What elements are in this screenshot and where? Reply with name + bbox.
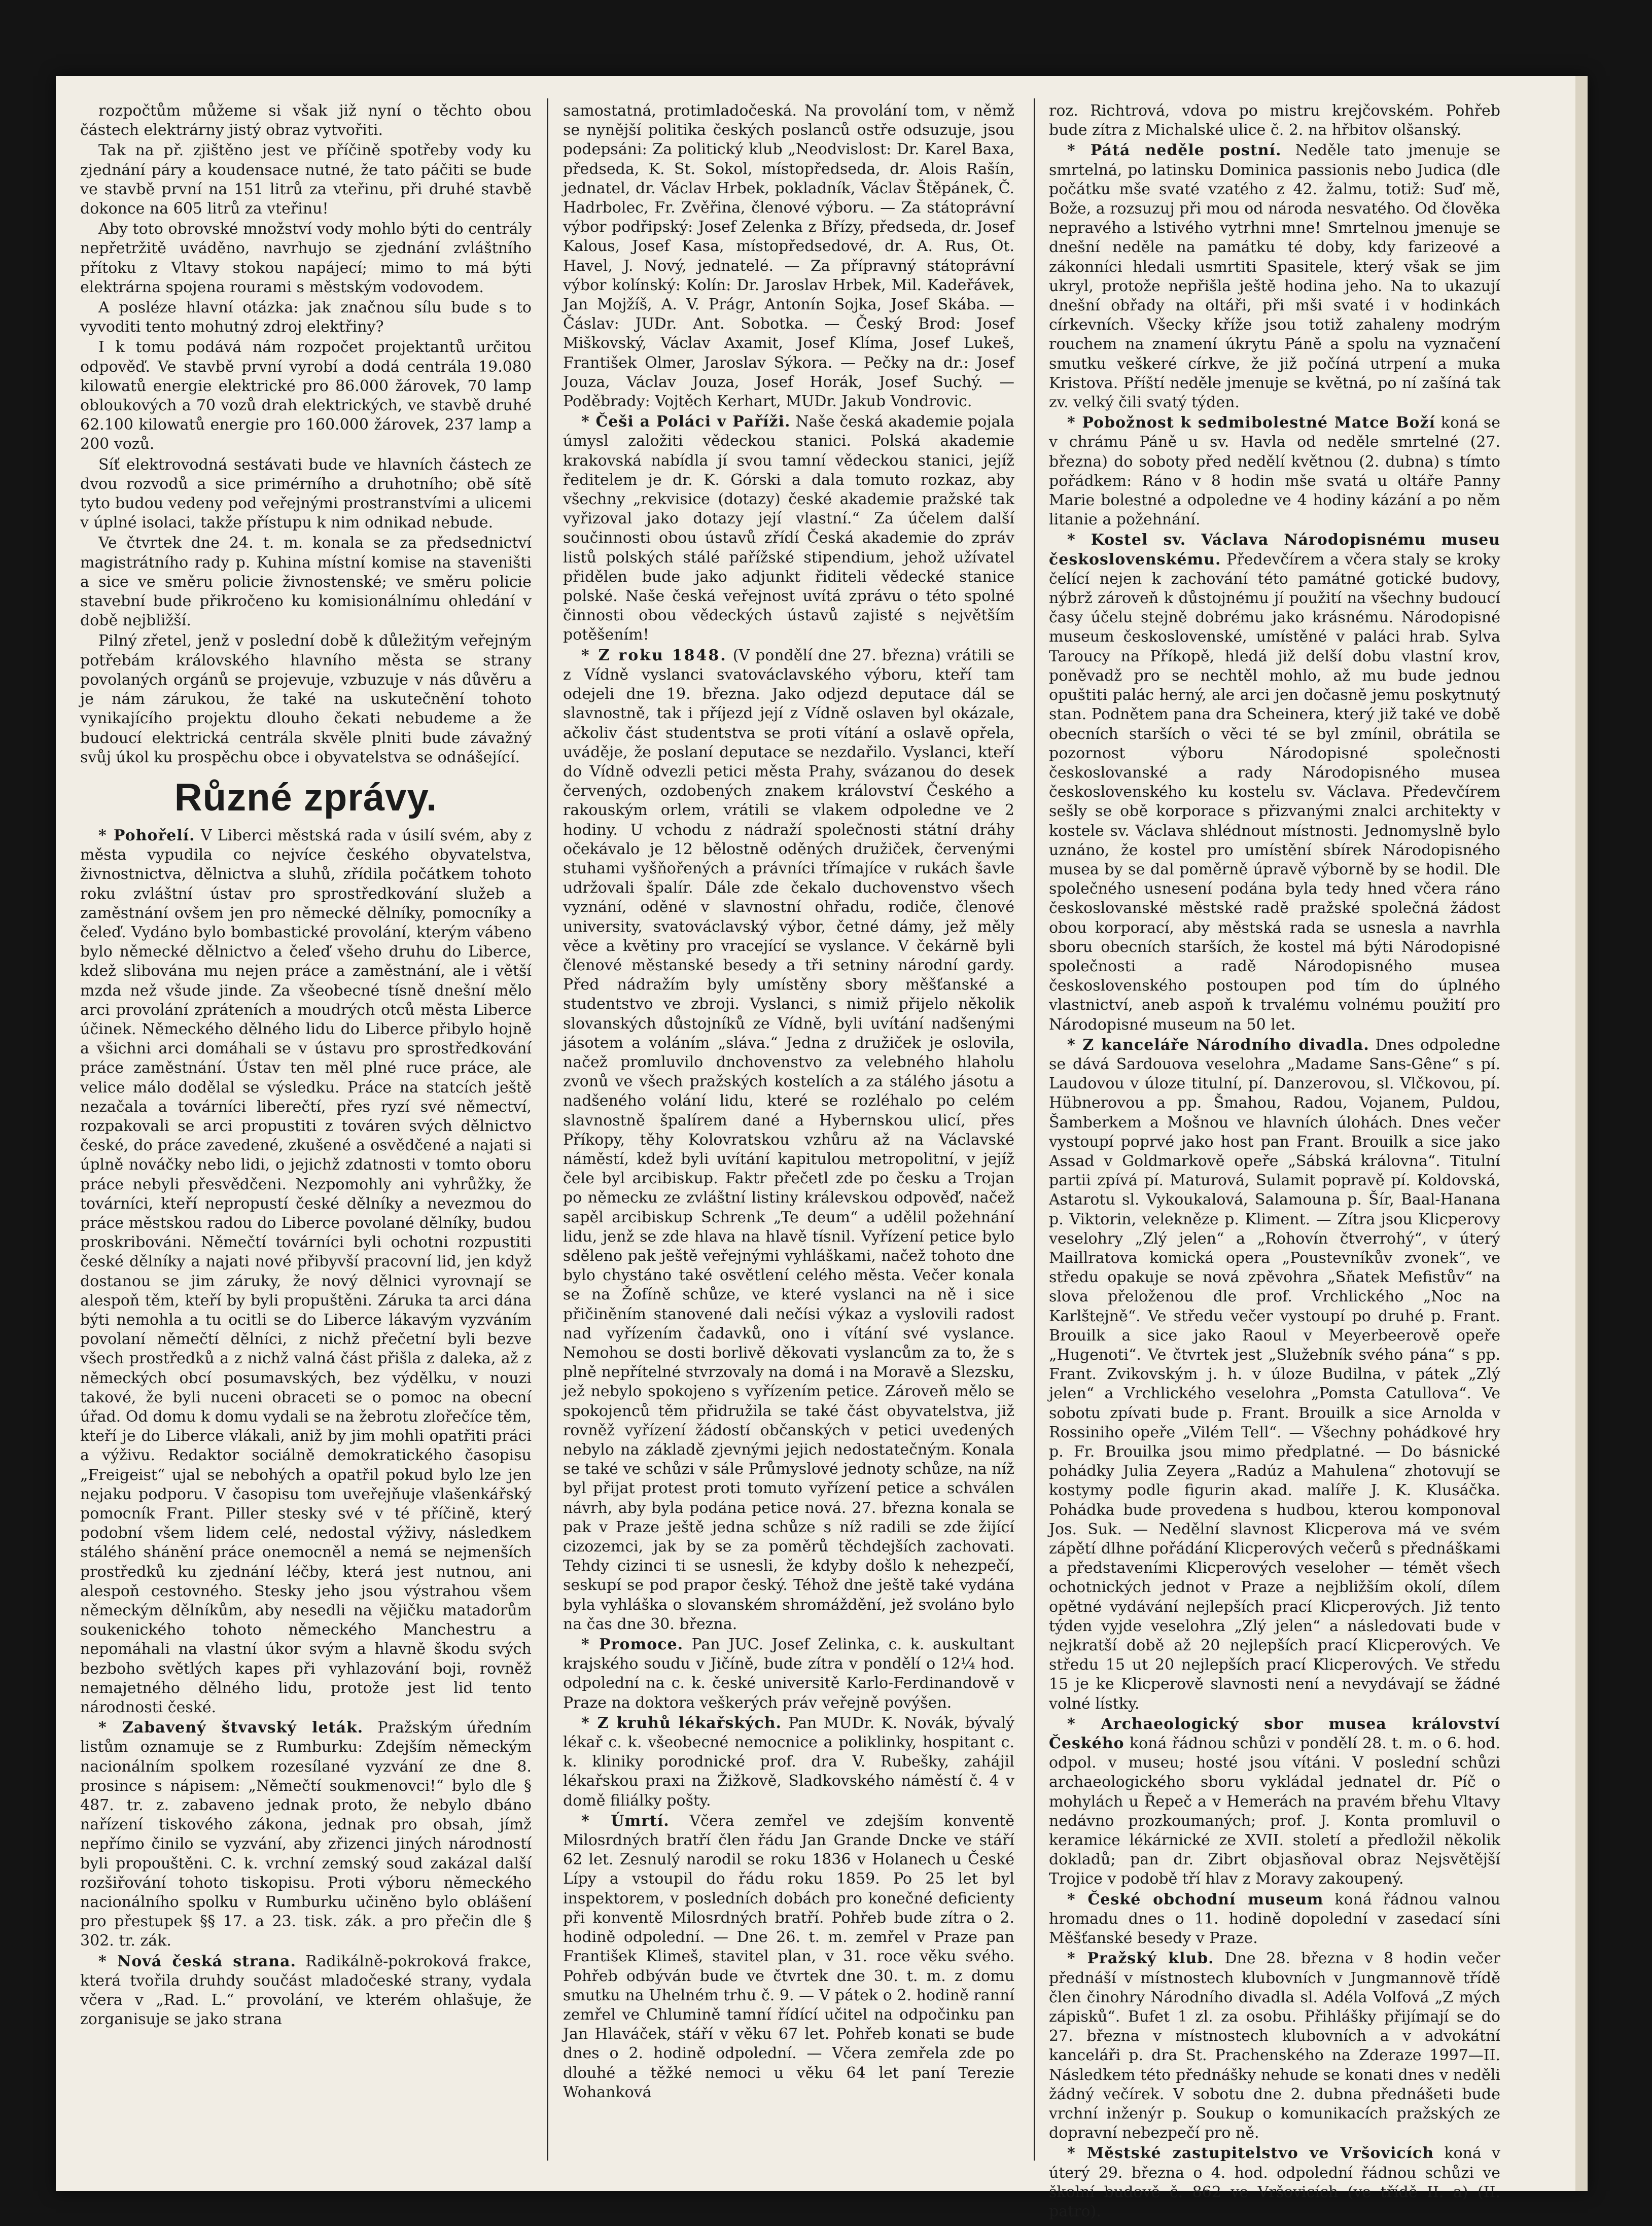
newspaper-page xyxy=(56,76,1588,2220)
news-body: Neděle tato jmenuje se smrtelná, po latinsku Dominica passionis nebo Judica (dle počátku mše svaté vzatého z 42. žalmu, totiž: Suď mě, Bože, a rozsuzuj při mou od národa nesvatého. Od člověka nepravého a lstivého vytrhni mne! Smrtelnou jmenuje se dnešní neděle na památku té doby, kdy farizeové a zákonníci hledali usmrtiti Spasitele, který však se jim ukryl, protože nepřišla ještě hodina jeho. Na to ukazují dnešní obřady na oltáři, při mši svaté i v hodinkách církevních. Všecky kříže jsou totiž zahaleny modrým rouchem na znamení úkrytu Páně a spolu na vyznačení smutku veškeré církve, že již počíná utrpení a muka Kristova. Příští neděle jmenuje se květná, po ní zašíná tak zv. velký čili svatý týden. xyxy=(1049,142,1501,412)
news-body: Pražským úředním listům oznamuje se z Rumburku: Zdejším německým nacionálním spolkem rozesílané vyzvání ze dne 8. prosince s nápisem: „Němečtí soukmenovci!“ bylo dle § 487. tr. z. zabaveno jednak proto, že nebylo dbáno nařízení tiskového zákona, jednak pro obsah, jímž nepřímo činilo se vyzvání, aby zřizenci jiných národností byli propouštěni. C. k. vrchní zemský soud zakázal další rozšiřování tohoto tiskopisu. Proti výboru německého nacionálního spolku v Rumburku učiněno bylo oblášení pro přestupek §§ 17. a 23. tisk. zák. a pro přečin dle § 302. tr. zák. xyxy=(80,1719,532,1950)
news-body: Naše česká akademie pojala úmysl založiti vědeckou stanici. Polská akademie krakovská nabídla jí svou tamní vědeckou stanici, jejíž ředitelem je dr. K. Górski a dala tomuto rozkaz, aby všechny „rekvisice (dotazy) české akademie pražské tak vyřizoval jako dotazy její vlastní.“ Za účelem další součinnosti obou ústavů zřídí Česká akademie do zpráv listů polských stálé pařížské stipendium, jehož užívatel přidělen bude jako adjunkt řiditeli vědecké stanice polské. Naše česká veřejnost uvítá zprávu o této spolné činnosti obou vědeckých ústavů zajisté s největším potěšením! xyxy=(563,413,1015,644)
news-item xyxy=(80,1952,532,2030)
news-headline: * Zabavený štvavský leták. xyxy=(98,1719,364,1737)
news-headline: * Pražský klub. xyxy=(1067,1950,1214,1968)
news-item xyxy=(1049,413,1500,529)
news-headline: * Promoce. xyxy=(581,1636,684,1654)
news-headline: * Pobožnost k sedmibolestné Matce Boží xyxy=(1067,414,1435,432)
news-item xyxy=(1049,141,1500,412)
news-body: Pan JUC. Josef Zelinka, c. k. auskultant krajského soudu v Jičíně, bude zítra v pondělí o 12¼ hod. odpolední na c. k. české universitě Karlo-Ferdinandově v Praze na doktora veškerých práv veřejně povýšen. xyxy=(563,1636,1014,1712)
news-item xyxy=(563,646,1014,1634)
news-body: Včera zemřel ve zdejším konventě Milosrdných bratří člen řádu Jan Grande Dncke ve stáří 62 let. Zesnulý narodil se roku 1836 v Holanech u České Lípy a vstoupil do řádu roku 1859. Po 25 let byl inspektorem, v posledních dobách pro konečné deficienty při konventě Milosrdných bratří. Pohřeb bude zítra o 2. hodině odpolední. — Dne 26. t. m. zemřel v Praze pan František Klimeš, stavitel plan, v 31. roce věku svého. Pohřeb odbýván bude ve čtvrtek dne 30. t. m. z domu smutku na Uhelném trhu č. 9. — V pátek o 2. hodině ranní zemřel ve Chlumině tamní řídící učitel na odpočinku pan Jan Hlaváček, stáří v věku 67 let. Pohřeb konati se bude dnes o 2. hodině odpolední. — Včera zemřela zde po dlouhé a těžké nemoci u věku 64 let paní Terezie Wohanková xyxy=(563,1812,1015,2101)
column-3 xyxy=(1049,101,1501,2220)
news-item xyxy=(563,412,1014,645)
column-2 xyxy=(563,101,1014,2161)
article-paragraph: Tak na př. zjištěno jest ve příčině spotřeby vody ku zjednání páry a koudensace nutné, že tato páčiti se bude ve stavbě první na 151 litrů za vteřinu, při druhé stavbě dokonce na 605 litrů za vteřinu! xyxy=(80,142,532,218)
article-paragraph: Aby toto obrovské množství vody mohlo býti do centrály nepřetržitě uváděno, navrhujo se zjednání zvláštního přítoku z Vltavy stokou napájecí; mimo to má býti elektrárna spojena rourami s městským vodovodem. xyxy=(80,220,532,296)
news-headline: * Archaeologický sbor musea království Českého xyxy=(1049,1715,1500,1753)
news-headline: * Pátá neděle postní. xyxy=(1067,142,1282,160)
article-paragraph: samostatná, protimladočeská. Na provolání tom, v němž se nynější politika českých poslanců ostře odsuzuje, jsou podepsáni: Za politický klub „Neodvislost: Dr. Karel Baxa, předseda, K. St. Sokol, místopředseda, dr. Alois Rašín, jednatel, dr. Václav Hrbek, pokladník, Václav Štěpánek, Č. Hadrbolec, Fr. Zvěřina, členové výboru. — Za státoprávní výbor podřipský: Josef Zelenka z Břízy, předseda, dr. Josef Kalous, Josef Kasa, místopředsedové, dr. A. Rus, Ot. Havel, J. Nový, jednatelé. — Za přípravný státoprávní výbor kolínský: Kolín: Dr. Jaroslav Hrbek, Mil. Kadeřávek, Jan Mojžíš, A. V. Prágr, Antonín Sojka, Josef Skába. — Čáslav: JUDr. Ant. Sobotka. — Český Brod: Josef Miškovský, Václav Axamit, Josef Klíma, Josef Lukeš, František Olmer, Jaroslav Sýkora. — Pečky na dr.: Josef Jouza, Václav Jouza, Josef Horák, Josef Suchý. — Poděbrady: Vojtěch Kerhart, MUDr. Jakub Vondrovic. xyxy=(563,102,1014,411)
news-body: Radikálně-pokroková frakce, která tvořila druhdy součást mladočeské strany, vydala včera v „Rad. L.“ provolání, ve kterém ohlašuje, že zorganisuje se jako strana xyxy=(80,1952,532,2029)
news-headline: * Nová česká strana. xyxy=(98,1952,296,1970)
article-paragraph: rozpočtům můžeme si však již nyní o těchto obou částech elektrárny jistý obraz vytvořiti. xyxy=(80,102,532,139)
news-item xyxy=(1049,1036,1500,1714)
column-1 xyxy=(80,101,532,2161)
news-body: V Liberci městská rada v úsilí svém, aby z města vypudila co nejvíce českého obyvatelstva, živnostnictva, dělnictva a sluhů, zřídila počátkem tohoto roku zvláštní ústav pro sprostředkování služeb a zaměstnání ovšem jen pro německé dělníky, pomocníky a čeleď. Vydáno bylo bombastické provolání, kterým vábeno bylo německé dělnictvo a čeleď všeho druhu do Liberce, kdež slibována mu nejen práce a zaměstnání, ale i větší mzda než všude jinde. Za všeobecné tísně dnešní mělo arci provolání zpráteních a moudrých otců města Liberce účinek. Německého dělného lidu do Liberce přibylo hojně a všichni arci domáhali se v ústavu pro sprostředkování práce zaměstnání. Ústav ten měl plné ruce práce, ale velice málo dodělal se výsledku. Práce na statcích ještě nezačala a továrníci liberečtí, přes ryzí své němectví, rozpakovali se arci propustiti z továren svých dělnictvo české, do práce zavedené, zkušené a osvědčené a najati si úplně nováčky nebo lidi, o jejichž zdatnosti v tomto oboru práce nebyli přesvědčeni. Nezpomohly ani vyhrůžky, že továrníci, kteří nepropustí české dělníky a nevezmou do práce městskou radou do Liberce povolané dělníky, budou proskribováni. Němečtí továrníci byli ochotni rozpustiti české dělníky a najati nové přibyvší pracovní lid, jen když dostanou se jim záruky, že nový dělnici vyrovnají se alespoň těm, kteří by byli propuštěni. Záruka ta arci dána býti nemohla a tu ocitli se do Liberce lákavým vyzváním povolaní němečtí dělníci, z nichž přečetní byli bezve všech prostředků a z nichž valná část přišla z daleka, až z německých obcí posumavských, bez výdělku, v nouzi takové, že byli nuceni obraceti se o pomoc na obecní úřad. Od domu k domu vydali se na žebrotu zlořečíce těm, kteří je do Liberce vlákali, aniž by jim mohli opatřiti práci a výživu. Redaktor sociálně demokratického časopisu „Freigeist“ ujal se nebohých a opatřil pokud bylo lze jen nejaku podporu. V časopisu tom uveřejňuje vlašenkářský pomocník Frant. Piller stesky své v té příčině, který podobní všem lidem celé, nedostal výživy, následkem stálého shánění práce onemocněl a nemá se nejmenších prostředků ku zjednání léčby, která jest nutnou, ani alespoň cestovného. Stesky jeho jsou výstrahou všem německým dělníkům, aby nesedli na vějičku matadorům soukenického tohoto německého Manchestru a nepomáhali na vlastní úkor svým a hlavně škodu svých bezboho světlých kapes při vyhlazování boji, rovněž nemajetného dělného lidu, protože jest lid tento národnosti české. xyxy=(80,826,532,1717)
news-body: koná se v chrámu Páně u sv. Havla od neděle smrtelné (27. března) do soboty před nedělí květnou (2. dubna) s tímto pořádkem: Ráno v 8 hodin mše svatá u oltáře Panny Marie bolestné a odpoledne ve 4 hodiny kázání a po něm litanie a požehnání. xyxy=(1049,414,1501,529)
column-rule xyxy=(1034,98,1035,2161)
news-item xyxy=(1049,531,1500,1034)
news-item xyxy=(1049,2144,1500,2221)
news-body: koná řádnou schůzi v pondělí 28. t. m. o 6. hod. odpol. v museu; hosté jsou vítáni. V poslední schůzi archaeologického sboru vykládal jednatel dr. Píč o mohylách u Řepeč a v Hemerách na pravém břehu Vltavy nedávno prozkoumaných; prof. J. Konta promluvil o keramice lékárnické ze XVII. století a předložil několik dokladů; pan dr. Zibrt objasňoval obraz Nejsvětější Trojice v podobě tří hlav z Moravy zakoupený. xyxy=(1049,1735,1500,1888)
news-body: Dne 28. března v 8 hodin večer přednáší v místnostech klubovních v Jungmannově třídě člen činohry Národního divadla sl. Adéla Volfová „Z mých zápisků“. Bufet 1 zl. za osobu. Přihlášky přijímají se do 27. března v místnostech klubovních a v advokátní kanceláři p. dra St. Prachenského na Zderaze 1997—II. Následkem této přednášky nehude se konati dnes v neděli žádný večírek. V sobotu dne 2. dubna přednášeti bude vrchní inženýr p. Soukup o komunikacích pražských ze dopravní nebezpečí pro ně. xyxy=(1049,1950,1500,2142)
news-headline: * Z roku 1848. xyxy=(581,646,727,664)
news-headline: * České obchodní museum xyxy=(1067,1890,1324,1909)
article-paragraph: Síť elektrovodná sestávati bude ve hlavních částech ze dvou rozvodů a sice primérního a druhotního; obě sítě tyto budou vedeny pod veřejnými prostranstvími a ulicemi v úplné isolaci, takže přístupu k nim odnikad nebude. xyxy=(80,455,532,532)
column-rule xyxy=(547,98,548,2161)
article-paragraph: Pilný zřetel, jenž v poslední době k důležitým veřejným potřebám královského hlavního města se strany povolaných orgánů se projevuje, vzbuzuje v nás důvěru a je nám zárukou, že také na uskutečnění tohoto vynikajícího projektu dlouho čekati nebudeme a že budoucí elektrická centrála skvěle plniti bude závažný svůj úkol ku prospěchu obce i obyvatelstva se odnášející. xyxy=(80,632,532,766)
news-body: Dnes odpoledne se dává Sardouova veselohra „Madame Sans-Gêne“ s pí. Laudovou v úloze titulní, pí. Danzerovou, sl. Vlčkovou, pí. Hübnerovou a pp. Šmahou, Radou, Vojanem, Puldou, Šamberkem a Mošnou ve hlavních úlohách. Dnes večer vystoupí poprvé jako host pan Frant. Brouilk a sice jako Assad v Goldmarkově opeře „Sábská královna“. Titulní partii zpívá pí. Maturová, Sulamit popravě pí. Koldovská, Astarotu sl. Vykoukalová, Salamouna p. Šír, Baal-Hanana p. Viktorin, velekněze p. Kliment. — Zítra jsou Klicperovy veselohry „Zlý jelen“ a „Rohovín čtverrohý“, v úterý Maillratova komická opera „Poustevníkův zvonek“, ve středu opakuje se nová zpěvohra „Sňatek Mefistův“ na slova přeloženou dle prof. Vrchlického „Noc na Karlštejně“. Ve středu večer vystoupí po druhé p. Frant. Brouilk a sice jako Raoul v Meyerbeerově opeře „Hugenoti“. Ve čtvrtek jest „Služebník svého pána“ s pp. Frant. Zvikovským j. h. v úloze Budilna, v pátek „Zlý jelen“ a Vrchlického veselohra „Pomsta Catullova“. Ve sobotu zpívati bude p. Frant. Brouilk a sice Arnolda v Rossiniho opeře „Vilém Tell“. — Všechny pohádkové hry p. Fr. Brouilka jsou mimo předplatné. — Do básnické pohádky Julia Zeyera „Radúz a Mahulena“ zhotovují se kostymy podle figurin akad. malíře J. K. Klusáčka. Pohádka bude provedena s hudbou, kterou komponoval Jos. Suk. — Nedělní slavnost Klicperova má ve svém zápětí dlhne pořádání Klicperových večerů s přednáškami a představeními Klicperových veseloher — témět všech ochotnických jednot v Praze a nejbližším okolí, dílem opětné vydávání nejlepších prací Klicperových. Již tento týden vyjde veselohra „Zlý jelen“ a následovati bude v nejkratší době až 20 nejlepších prací Klicperových. Ve středu 15 ut 20 nejlepších prací Klicperových. Ve středu 15 je ke Klicperově slavnosti není a nevydávají se žádné volné lístky. xyxy=(1049,1036,1500,1713)
news-body: Předevčírem a včera staly se kroky čelící nejen k zachování této památné gotické budovy, nýbrž zároveň k důstojnému jí použití na všechny budoucí časy účelu stejně dobrému jako krásnému. Národopisné museum československé, umístěné v paláci hrab. Sylva Taroucy na Příkopě, hledá již delší dobu vlastní krov, poněvadž pro se nechtěl mohlo, až mu bude jednou opuštiti palác herný, ale arci jen dočasně jemu poskytnutý stan. Podnětem pana dra Scheinera, který již také ve době obecních starších o věci té se byl zmínil, obrátila se pozornost výboru Národopisné společnosti českoslovanské a rady Národopisného musea československého ku kostelu sv. Václava. Předevčírem sešly se obě korporace s přizvanými znalci architekty v kostele sv. Václava shlédnout místnosti. Jednomyslně bylo uznáno, že kostel pro umístění sbírek Národopisného musea by se dal poměrně úpravě výborně by se hodil. Dle společného usnesení podána byla tedy hned včera ráno českoslovanské městské radě pražské společná žádost obou korporací, aby městská rada se usnesla a navrhla sboru obecních starších, že kostel má býti Národopisné společnosti a radě Národopisného musea československého postoupen pod tím do úplného vlastnictví, aneb aspoň k trvalému volnému použití pro Národopisné museum na 50 let. xyxy=(1049,550,1500,1034)
news-headline: * Z kanceláře Národního divadla. xyxy=(1067,1036,1369,1054)
news-item xyxy=(80,826,532,1717)
news-item xyxy=(1049,1890,1500,1949)
article-paragraph: roz. Richtrová, vdova po mistru krejčovském. Pohřeb bude zítra z Michalské ulice č. 2. na hřbitov olšanský. xyxy=(1049,102,1500,139)
section-title: Různé zprávy. xyxy=(174,775,438,819)
news-item xyxy=(1049,1715,1500,1889)
news-headline: * Pohořelí. xyxy=(98,826,195,844)
news-headline: * Úmrtí. xyxy=(581,1812,670,1830)
page-edge xyxy=(1575,76,1588,2191)
news-item xyxy=(1049,1949,1500,2143)
article-paragraph: Ve čtvrtek dne 24. t. m. konala se za předsednictví magistrátního rady p. Kuhina místní komise na staveništi a sice ve směru policie živnostenské; ve směru policie stavební bude přikročeno ku komisionálnímu ohledání v době nejbližší. xyxy=(80,534,532,630)
news-item xyxy=(563,1812,1014,2102)
news-item xyxy=(80,1718,532,1951)
news-headline: * Městské zastupitelstvo ve Vršovicích xyxy=(1067,2144,1434,2163)
news-item xyxy=(563,1714,1014,1811)
news-headline: * Kostel sv. Václava Národopisnému museu československému. xyxy=(1049,531,1500,569)
news-body: koná řádnou valnou hromadu dnes o 11. hodině dopolední v zasedací síni Měšťanské besedy v Praze. xyxy=(1049,1890,1500,1948)
news-body: koná v úterý 29. března o 4. hod. odpolední řádnou schůzi ve školní budově č. 862 ve Vršovicích (ve třídě II. a) (II. patro). xyxy=(1049,2144,1500,2220)
news-headline: * Z kruhů lékařských. xyxy=(581,1714,782,1732)
news-headline: * Češi a Poláci v Paříži. xyxy=(581,413,791,431)
news-body: Pan MUDr. K. Novák, bývalý lékař c. k. všeobecné nemocnice a poliklinky, hospitant c. k. kliniky porodnické prof. dra V. Rubešky, zahájil lékařskou praxi na Žižkově, Sladkovského náměstí č. 4 v domě filiálky pošty. xyxy=(563,1714,1014,1810)
article-paragraph: I k tomu podává nám rozpočet projektantů určitou odpověď. Ve stavbě první vyrobí a dodá centrála 19.080 kilowatů energie elektrické pro 86.000 žárovek, 70 lamp obloukových a 70 vozů drah elektrických, ve stavbě druhé 62.100 kilowatů energie pro 160.000 žárovek, 237 lamp a 200 vozů. xyxy=(80,338,532,453)
article-paragraph: A posléze hlavní otázka: jak značnou sílu bude s to vyvoditi tento mohutný zdroj elektřiny? xyxy=(80,299,532,336)
news-item xyxy=(563,1635,1014,1713)
news-body: (V pondělí dne 27. března) vrátili se z Vídně vyslanci svatováclavského výboru, kteří tam odejeli dne 19. března. Jako odjezd deputace dál se slavnostně, tak i příjezd její z Vídně oslaven byl okázale, ačkoliv část studentstva se proti vítání a oslavě opřela, uváděje, že poslaní deputace se nezdařilo. Vyslanci, kteří do Vídně odvezli petici města Prahy, svázanou do desek červených, ozdobených znakem království Českého a rakouským orlem, vrátili se vlakem odpoledne ve 2 hodiny. U vchodu z nádraží společnosti státní dráhy očekávalo je 12 bělostně oděných družiček, červenými stuhami vyšňořených a právníci třímajíce v rukách šavle udržovali špalír. Dále zde čekalo duchovenstvo všech vyznání, oděné v slavnostní ohřadu, rodiče, členové university, svatováclavský výbor, četné dámy, jež měly věce a květiny pro vracející se vyslance. V čekárně byli členové městanské besedy a tři setniny národní gardy. Před nádražím byly umístěny sbory měšťanské a studentstvo ve zbroji. Vyslanci, s nimiž přijelo několik slovanských důstojníků ze Vídně, byli uvítání nadšenými jásotem a voláním „sláva.“ Jedna z družiček je oslovila, načež promluvilo dnchovenstvo za velebného hlaholu zvonů ve všech pražských kostelích a za stálého jásotu a nadšeného volání lidu, které se rozléhalo po celém slavnostně špalírem dané a Hybernskou ulicí, přes Příkopy, těhy Kolovratskou vzhůru až na Václavské náměstí, kdež byli uvítání kapitulou metropolitní, v jejíž čele byl arcibiskup. Faktr přečetl zde po česku a Trojan po německu ze zvláštní listiny králevskou odpověď, načež sapěl arcibiskup Schrenk „Te deum“ a udělil požehnání lidu, jenž se zde hlava na hlavě tísnil. Vyřízení petice bylo sděleno pak ještě veřejnými vyhláškami, načež tohoto dne bylo chystáno také osvětlení celého města. Večer konala se na Žofíně schůze, ve které vyslanci na ně i sice přičiněním stanovené dali nečísi výkaz a vyslovili radost nad vyřízením čadavků, ono i vítání své vyslance. Nemohou se dosti borlivě děkovati vyslancům za to, že s plně nepřítelné stvrzovaly na domá i na Moravě a Slezsku, jež nebylo spokojeno s vyřízením petice. Zároveň mělo se spokojenců těm přidružila se také část obyvatelstva, již rovněž vyřízení žádostí občanských v petici uvedených nebylo na základě zjevnými jejich nedostatečným. Konala se také ve schůzi v sále Průmyslové jednoty schůze, na níž byl přijat protest proti tomuto vyřízení petice a schválen návrh, aby byla podána petice nová. 27. března konala se pak v Praze ještě jedna schůze s níž radili se zde žijící cizozemci, jak by se za poměrů těchdejších zachovati. Tehdy cizinci ti se usnesli, že kdyby došlo k nehezpečí, seskupí se pod prapor český. Téhož dne ještě také vydána byla vyhláška o slovanském shromáždění, jež svoláno bylo na čas dne 30. března. xyxy=(563,646,1014,1633)
